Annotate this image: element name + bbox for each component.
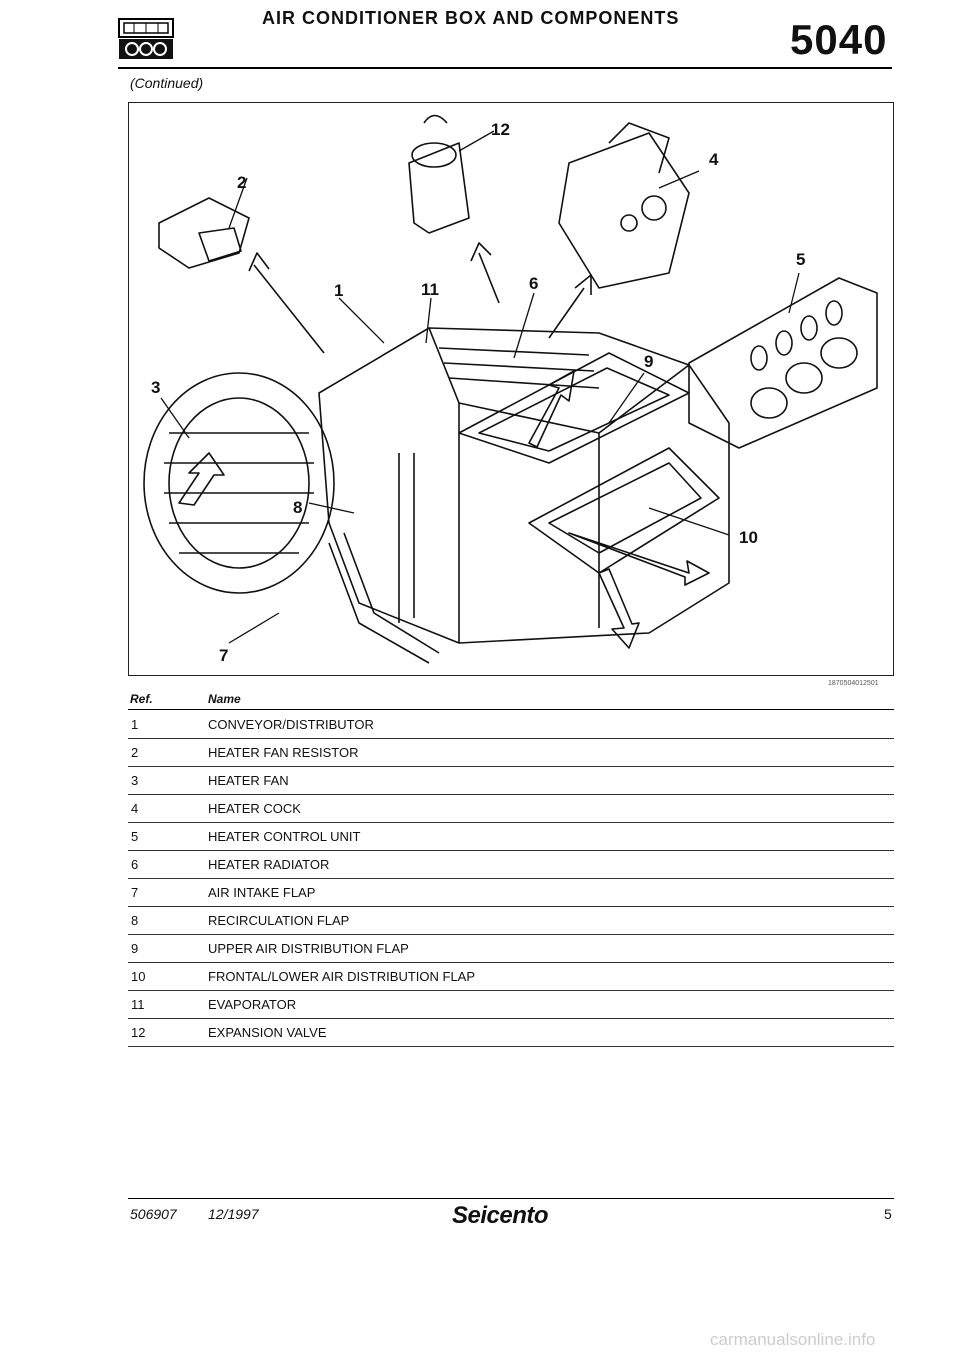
row-ref: 12 — [131, 1025, 146, 1040]
table-row — [128, 794, 894, 823]
table-row — [128, 766, 894, 795]
row-ref: 3 — [131, 773, 139, 788]
row-ref: 5 — [131, 829, 139, 844]
row-name: HEATER CONTROL UNIT — [208, 829, 361, 844]
row-name: HEATER COCK — [208, 801, 301, 816]
row-ref: 2 — [131, 745, 139, 760]
table-row — [128, 850, 894, 879]
row-ref: 4 — [131, 801, 139, 816]
row-ref: 6 — [131, 857, 139, 872]
row-name: HEATER RADIATOR — [208, 857, 330, 872]
callout-1: 1 — [334, 281, 344, 300]
callout-3: 3 — [151, 378, 161, 397]
row-ref: 10 — [131, 969, 146, 984]
document-number: 506907 — [130, 1206, 177, 1222]
callout-9: 9 — [644, 352, 654, 371]
air-conditioner-box-drawing — [129, 103, 893, 675]
callout-2: 2 — [237, 173, 247, 192]
column-header-name: Name — [208, 692, 241, 706]
brand-name: Seicento — [452, 1202, 549, 1229]
climate-control-panel-icon — [118, 18, 174, 60]
table-row — [128, 738, 894, 767]
row-ref: 11 — [131, 997, 145, 1012]
header-divider — [118, 67, 892, 69]
callout-6: 6 — [529, 274, 539, 293]
row-name: CONVEYOR/DISTRIBUTOR — [208, 717, 374, 732]
row-name: EXPANSION VALVE — [208, 1025, 327, 1040]
callout-8: 8 — [293, 498, 303, 517]
callout-5: 5 — [796, 250, 806, 269]
callout-11: 11 — [421, 280, 439, 299]
table-row — [128, 710, 894, 739]
row-name: HEATER FAN RESISTOR — [208, 745, 359, 760]
document-date: 12/1997 — [208, 1206, 259, 1222]
callout-10: 10 — [739, 528, 758, 547]
row-name: RECIRCULATION FLAP — [208, 913, 350, 928]
table-row — [128, 934, 894, 963]
table-row — [128, 1018, 894, 1047]
table-row — [128, 962, 894, 991]
row-name: EVAPORATOR — [208, 997, 297, 1012]
row-name: HEATER FAN — [208, 773, 289, 788]
row-name: AIR INTAKE FLAP — [208, 885, 316, 900]
table-row — [128, 878, 894, 907]
row-ref: 7 — [131, 885, 139, 900]
section-number: 5040 — [790, 16, 888, 63]
callout-4: 4 — [709, 150, 719, 169]
footer-divider — [128, 1198, 894, 1199]
watermark: carmanualsonline.info — [710, 1330, 876, 1349]
table-row — [128, 822, 894, 851]
row-ref: 1 — [131, 717, 139, 732]
exploded-view-figure — [128, 102, 894, 676]
continued-label: (Continued) — [130, 75, 204, 91]
row-name: UPPER AIR DISTRIBUTION FLAP — [208, 941, 409, 956]
callout-12: 12 — [491, 120, 510, 139]
figure-code: 1870504012501 — [828, 680, 879, 687]
row-ref: 9 — [131, 941, 139, 956]
page-title: AIR CONDITIONER BOX AND COMPONENTS — [262, 8, 680, 28]
page-number: 5 — [884, 1206, 892, 1222]
callout-7: 7 — [219, 646, 229, 665]
row-ref: 8 — [131, 913, 139, 928]
column-header-ref: Ref. — [130, 692, 153, 706]
table-row — [128, 990, 894, 1019]
row-name: FRONTAL/LOWER AIR DISTRIBUTION FLAP — [208, 969, 476, 984]
table-row — [128, 906, 894, 935]
